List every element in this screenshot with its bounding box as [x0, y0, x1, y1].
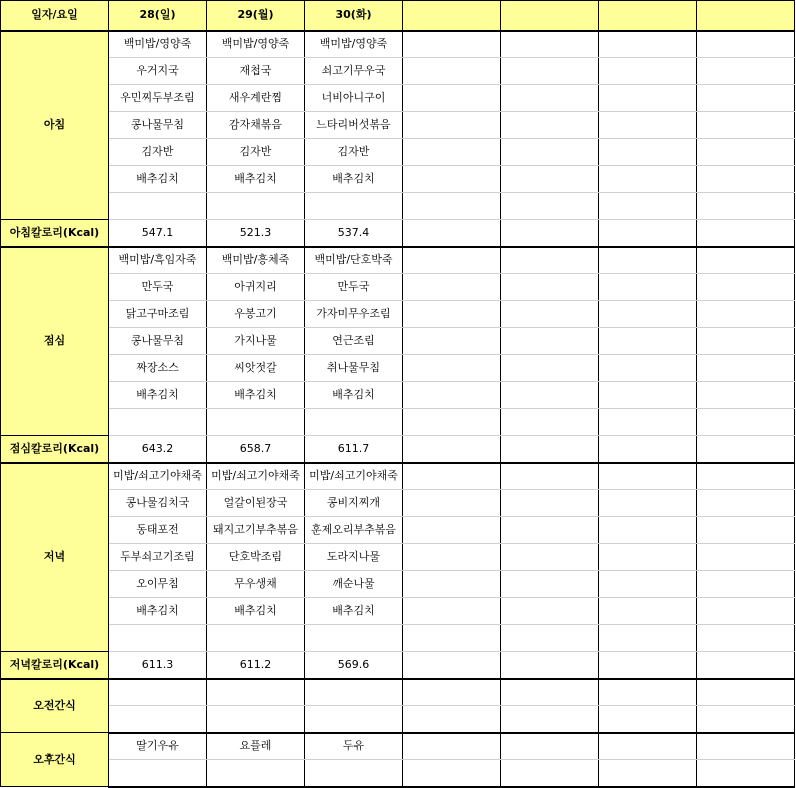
snack-item — [305, 679, 403, 706]
empty-cell — [697, 679, 795, 706]
empty-cell — [599, 31, 697, 58]
menu-item: 쇠고기무우국 — [305, 58, 403, 85]
empty-cell — [501, 571, 599, 598]
menu-item — [305, 625, 403, 652]
menu-item: 우봉고기 — [207, 301, 305, 328]
menu-item: 연근조림 — [305, 328, 403, 355]
empty-cell — [599, 166, 697, 193]
empty-cell — [697, 571, 795, 598]
menu-item — [109, 409, 207, 436]
date-header — [403, 1, 501, 31]
menu-item: 배추김치 — [207, 382, 305, 409]
empty-cell — [501, 355, 599, 382]
empty-cell — [403, 760, 501, 787]
empty-cell — [403, 274, 501, 301]
date-header: 29(월) — [207, 1, 305, 31]
menu-row — [1, 544, 795, 571]
menu-item: 너비아니구이 — [305, 85, 403, 112]
snack-item — [109, 706, 207, 733]
calorie-label: 아침칼로리(Kcal) — [1, 220, 109, 247]
menu-item: 무우생채 — [207, 571, 305, 598]
menu-item: 단호박조림 — [207, 544, 305, 571]
menu-item: 백미밥/영양죽 — [109, 31, 207, 58]
empty-cell — [403, 112, 501, 139]
menu-item — [109, 193, 207, 220]
empty-cell — [697, 112, 795, 139]
empty-cell — [599, 247, 697, 274]
empty-cell — [403, 733, 501, 760]
menu-row — [1, 274, 795, 301]
empty-cell — [599, 139, 697, 166]
menu-item — [305, 193, 403, 220]
meal-label: 아침 — [1, 31, 109, 220]
menu-item: 배추김치 — [305, 166, 403, 193]
menu-row — [1, 139, 795, 166]
menu-item: 미밥/쇠고기야채죽 — [109, 463, 207, 490]
calorie-value: 611.2 — [207, 652, 305, 679]
menu-item: 돼지고기부추볶음 — [207, 517, 305, 544]
empty-cell — [599, 706, 697, 733]
menu-item: 백미밥/영양죽 — [207, 31, 305, 58]
empty-cell — [599, 112, 697, 139]
menu-item: 배추김치 — [305, 382, 403, 409]
menu-item: 배추김치 — [109, 166, 207, 193]
menu-item: 감자채볶음 — [207, 112, 305, 139]
menu-row — [1, 490, 795, 517]
menu-item: 짜장소스 — [109, 355, 207, 382]
empty-cell — [403, 652, 501, 679]
snack-item: 딸기우유 — [109, 733, 207, 760]
empty-cell — [501, 733, 599, 760]
menu-row — [1, 328, 795, 355]
menu-item: 취나물무침 — [305, 355, 403, 382]
menu-item: 김자반 — [207, 139, 305, 166]
empty-cell — [697, 247, 795, 274]
empty-cell — [501, 652, 599, 679]
empty-cell — [501, 706, 599, 733]
empty-cell — [501, 490, 599, 517]
empty-cell — [501, 58, 599, 85]
empty-cell — [501, 193, 599, 220]
menu-item: 만두국 — [109, 274, 207, 301]
calorie-value: 643.2 — [109, 436, 207, 463]
menu-row — [1, 193, 795, 220]
calorie-value: 537.4 — [305, 220, 403, 247]
calorie-value: 547.1 — [109, 220, 207, 247]
empty-cell — [697, 301, 795, 328]
menu-item — [305, 409, 403, 436]
menu-item: 동태포전 — [109, 517, 207, 544]
snack-item — [305, 760, 403, 787]
empty-cell — [599, 382, 697, 409]
empty-cell — [599, 301, 697, 328]
menu-item: 우민찌두부조림 — [109, 85, 207, 112]
calorie-value: 611.7 — [305, 436, 403, 463]
empty-cell — [599, 517, 697, 544]
empty-cell — [697, 355, 795, 382]
empty-cell — [501, 301, 599, 328]
snack-label: 오전간식 — [1, 679, 109, 733]
empty-cell — [403, 85, 501, 112]
empty-cell — [403, 517, 501, 544]
empty-cell — [403, 247, 501, 274]
empty-cell — [501, 598, 599, 625]
empty-cell — [697, 490, 795, 517]
empty-cell — [501, 139, 599, 166]
empty-cell — [403, 193, 501, 220]
empty-cell — [403, 679, 501, 706]
date-header — [501, 1, 599, 31]
empty-cell — [403, 166, 501, 193]
empty-cell — [599, 193, 697, 220]
header-row — [1, 1, 795, 31]
menu-row — [1, 247, 795, 274]
empty-cell — [501, 274, 599, 301]
menu-item: 김자반 — [109, 139, 207, 166]
empty-cell — [697, 166, 795, 193]
calorie-row — [1, 220, 795, 247]
empty-cell — [501, 409, 599, 436]
meal-label: 점심 — [1, 247, 109, 436]
empty-cell — [697, 85, 795, 112]
calorie-label: 저녁칼로리(Kcal) — [1, 652, 109, 679]
empty-cell — [501, 625, 599, 652]
snack-item — [207, 706, 305, 733]
snack-item — [109, 760, 207, 787]
empty-cell — [403, 382, 501, 409]
empty-cell — [501, 220, 599, 247]
empty-cell — [501, 544, 599, 571]
empty-cell — [599, 679, 697, 706]
empty-cell — [403, 301, 501, 328]
menu-item — [207, 193, 305, 220]
menu-item: 김자반 — [305, 139, 403, 166]
menu-row — [1, 166, 795, 193]
empty-cell — [697, 544, 795, 571]
empty-cell — [501, 31, 599, 58]
date-header — [599, 1, 697, 31]
snack-row — [1, 733, 795, 760]
menu-row — [1, 409, 795, 436]
empty-cell — [697, 733, 795, 760]
empty-cell — [599, 463, 697, 490]
menu-item: 얼갈이된장국 — [207, 490, 305, 517]
empty-cell — [403, 625, 501, 652]
empty-cell — [403, 139, 501, 166]
empty-cell — [697, 139, 795, 166]
calorie-value: 611.3 — [109, 652, 207, 679]
empty-cell — [501, 112, 599, 139]
menu-item: 배추김치 — [207, 166, 305, 193]
empty-cell — [403, 409, 501, 436]
menu-item: 콩비지찌개 — [305, 490, 403, 517]
menu-item — [207, 625, 305, 652]
empty-cell — [501, 85, 599, 112]
date-header: 30(화) — [305, 1, 403, 31]
calorie-label: 점심칼로리(Kcal) — [1, 436, 109, 463]
menu-item: 재첩국 — [207, 58, 305, 85]
snack-item: 요플레 — [207, 733, 305, 760]
date-header: 28(일) — [109, 1, 207, 31]
empty-cell — [403, 220, 501, 247]
empty-cell — [501, 328, 599, 355]
menu-row — [1, 301, 795, 328]
empty-cell — [697, 652, 795, 679]
empty-cell — [697, 598, 795, 625]
snack-row — [1, 679, 795, 706]
empty-cell — [599, 85, 697, 112]
menu-item: 미밥/쇠고기야채죽 — [305, 463, 403, 490]
empty-cell — [501, 463, 599, 490]
menu-row — [1, 85, 795, 112]
menu-item: 만두국 — [305, 274, 403, 301]
menu-row — [1, 571, 795, 598]
menu-item: 콩나물무침 — [109, 112, 207, 139]
menu-item: 백미밥/흑임자죽 — [109, 247, 207, 274]
date-header — [697, 1, 795, 31]
empty-cell — [599, 598, 697, 625]
empty-cell — [697, 328, 795, 355]
empty-cell — [697, 706, 795, 733]
empty-cell — [697, 274, 795, 301]
menu-item: 가지나물 — [207, 328, 305, 355]
empty-cell — [697, 517, 795, 544]
menu-row — [1, 112, 795, 139]
menu-item: 씨앗젓갈 — [207, 355, 305, 382]
menu-item: 배추김치 — [109, 598, 207, 625]
empty-cell — [599, 328, 697, 355]
empty-cell — [599, 490, 697, 517]
empty-cell — [403, 31, 501, 58]
menu-row — [1, 625, 795, 652]
empty-cell — [403, 598, 501, 625]
snack-item — [305, 706, 403, 733]
calorie-value: 521.3 — [207, 220, 305, 247]
menu-item: 배추김치 — [305, 598, 403, 625]
empty-cell — [403, 436, 501, 463]
empty-cell — [697, 58, 795, 85]
menu-item: 닭고구마조림 — [109, 301, 207, 328]
menu-item: 훈제오리부추볶음 — [305, 517, 403, 544]
empty-cell — [697, 220, 795, 247]
menu-item: 미밥/쇠고기야채죽 — [207, 463, 305, 490]
menu-item: 백미밥/흥체죽 — [207, 247, 305, 274]
empty-cell — [403, 328, 501, 355]
calorie-value: 569.6 — [305, 652, 403, 679]
empty-cell — [403, 571, 501, 598]
empty-cell — [599, 436, 697, 463]
menu-row — [1, 31, 795, 58]
empty-cell — [599, 409, 697, 436]
snack-label: 오후간식 — [1, 733, 109, 787]
menu-item: 백미밥/영양죽 — [305, 31, 403, 58]
empty-cell — [599, 58, 697, 85]
empty-cell — [697, 760, 795, 787]
empty-cell — [599, 274, 697, 301]
date-day-header: 일자/요일 — [1, 1, 109, 31]
snack-item — [109, 679, 207, 706]
empty-cell — [501, 247, 599, 274]
menu-item: 콩나물무침 — [109, 328, 207, 355]
menu-item — [109, 625, 207, 652]
empty-cell — [697, 31, 795, 58]
menu-item: 오이무침 — [109, 571, 207, 598]
snack-row — [1, 706, 795, 733]
snack-row — [1, 760, 795, 787]
menu-item: 두부쇠고기조림 — [109, 544, 207, 571]
empty-cell — [403, 490, 501, 517]
menu-item: 도라지나물 — [305, 544, 403, 571]
empty-cell — [501, 679, 599, 706]
empty-cell — [403, 706, 501, 733]
empty-cell — [599, 571, 697, 598]
empty-cell — [697, 409, 795, 436]
menu-row — [1, 58, 795, 85]
menu-item: 아귀지리 — [207, 274, 305, 301]
menu-row — [1, 598, 795, 625]
empty-cell — [599, 355, 697, 382]
empty-cell — [599, 625, 697, 652]
empty-cell — [697, 436, 795, 463]
empty-cell — [501, 760, 599, 787]
menu-row — [1, 355, 795, 382]
menu-item: 콩나물김치국 — [109, 490, 207, 517]
menu-item: 배추김치 — [207, 598, 305, 625]
menu-item: 깨순나물 — [305, 571, 403, 598]
meal-label: 저녁 — [1, 463, 109, 652]
empty-cell — [599, 652, 697, 679]
empty-cell — [403, 463, 501, 490]
calorie-value: 658.7 — [207, 436, 305, 463]
empty-cell — [599, 544, 697, 571]
snack-item — [207, 760, 305, 787]
empty-cell — [697, 463, 795, 490]
menu-item — [207, 409, 305, 436]
empty-cell — [599, 733, 697, 760]
menu-item: 새우계란찜 — [207, 85, 305, 112]
menu-item: 우거지국 — [109, 58, 207, 85]
empty-cell — [599, 220, 697, 247]
menu-item: 가자미무우조림 — [305, 301, 403, 328]
empty-cell — [697, 625, 795, 652]
menu-row — [1, 517, 795, 544]
menu-item: 느타리버섯볶음 — [305, 112, 403, 139]
empty-cell — [697, 193, 795, 220]
calorie-row — [1, 652, 795, 679]
empty-cell — [403, 58, 501, 85]
menu-item: 백미밥/단호박죽 — [305, 247, 403, 274]
empty-cell — [403, 355, 501, 382]
menu-row — [1, 463, 795, 490]
calorie-row — [1, 436, 795, 463]
menu-item: 배추김치 — [109, 382, 207, 409]
empty-cell — [599, 760, 697, 787]
empty-cell — [501, 382, 599, 409]
empty-cell — [501, 166, 599, 193]
empty-cell — [501, 436, 599, 463]
empty-cell — [501, 517, 599, 544]
empty-cell — [697, 382, 795, 409]
menu-row — [1, 382, 795, 409]
empty-cell — [403, 544, 501, 571]
snack-item: 두유 — [305, 733, 403, 760]
snack-item — [207, 679, 305, 706]
